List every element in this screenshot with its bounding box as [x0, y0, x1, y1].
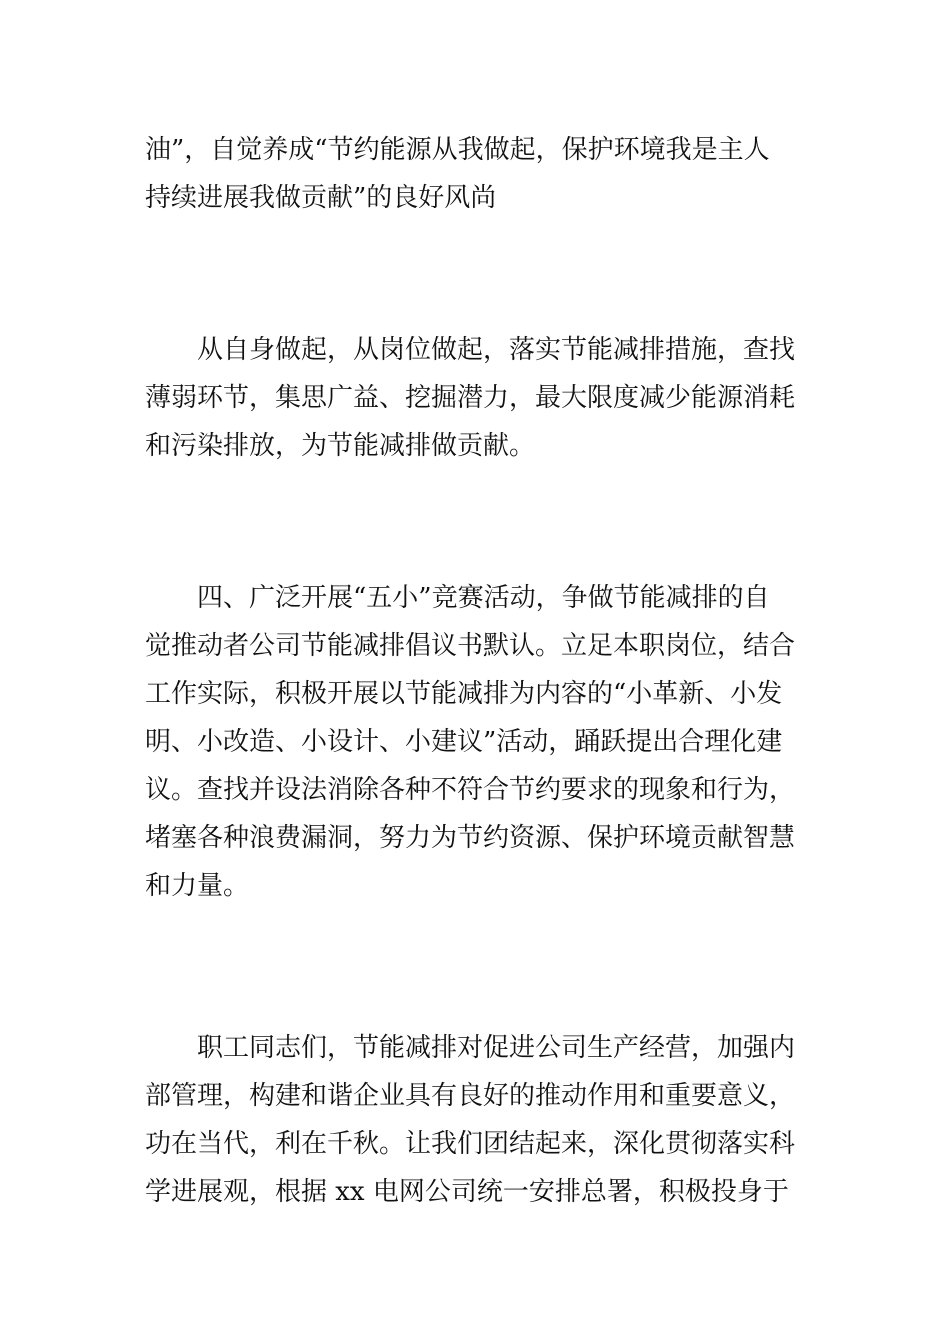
paragraph-3-line-1: 四、广泛开展“五小”竞赛活动，争做节能减排的自	[197, 583, 770, 613]
paragraph-2-line-1: 从自身做起，从岗位做起，落实节能减排措施，查找	[197, 335, 796, 365]
paragraph-1-line-2: 持续进展我做贡献”的良好风尚	[145, 183, 497, 213]
paragraph-2-line-3: 和污染排放，为节能减排做贡献。	[145, 431, 536, 461]
paragraph-4-line-4: 学进展观，根据 xx 电网公司统一安排总署，积极投身于	[145, 1177, 789, 1207]
paragraph-3-line-6: 堵塞各种浪费漏洞，努力为节约资源、保护环境贡献智慧	[145, 823, 796, 853]
paragraph-4-line-1: 职工同志们，节能减排对促进公司生产经营，加强内	[197, 1033, 796, 1063]
paragraph-3-line-2: 觉推动者公司节能减排倡议书默认。立足本职岗位，结合	[145, 631, 796, 661]
paragraph-1-line-1: 油”，自觉养成“节约能源从我做起，保护环境我是主人	[145, 135, 770, 165]
paragraph-3-line-7: 和力量。	[145, 871, 250, 901]
paragraph-4-line-2: 部管理，构建和谐企业具有良好的推动作用和重要意义，	[145, 1081, 796, 1111]
paragraph-4-line-3: 功在当代，利在千秋。让我们团结起来，深化贯彻落实科	[145, 1129, 796, 1159]
paragraph-3-line-4: 明、小改造、小设计、小建议”活动，踊跃提出合理化建	[145, 727, 783, 757]
paragraph-2-line-2: 薄弱环节，集思广益、挖掘潜力，最大限度减少能源消耗	[145, 383, 796, 413]
paragraph-3-line-5: 议。查找并设法消除各种不符合节约要求的现象和行为，	[145, 775, 796, 805]
paragraph-3-line-3: 工作实际，积极开展以节能减排为内容的“小革新、小发	[145, 679, 783, 709]
